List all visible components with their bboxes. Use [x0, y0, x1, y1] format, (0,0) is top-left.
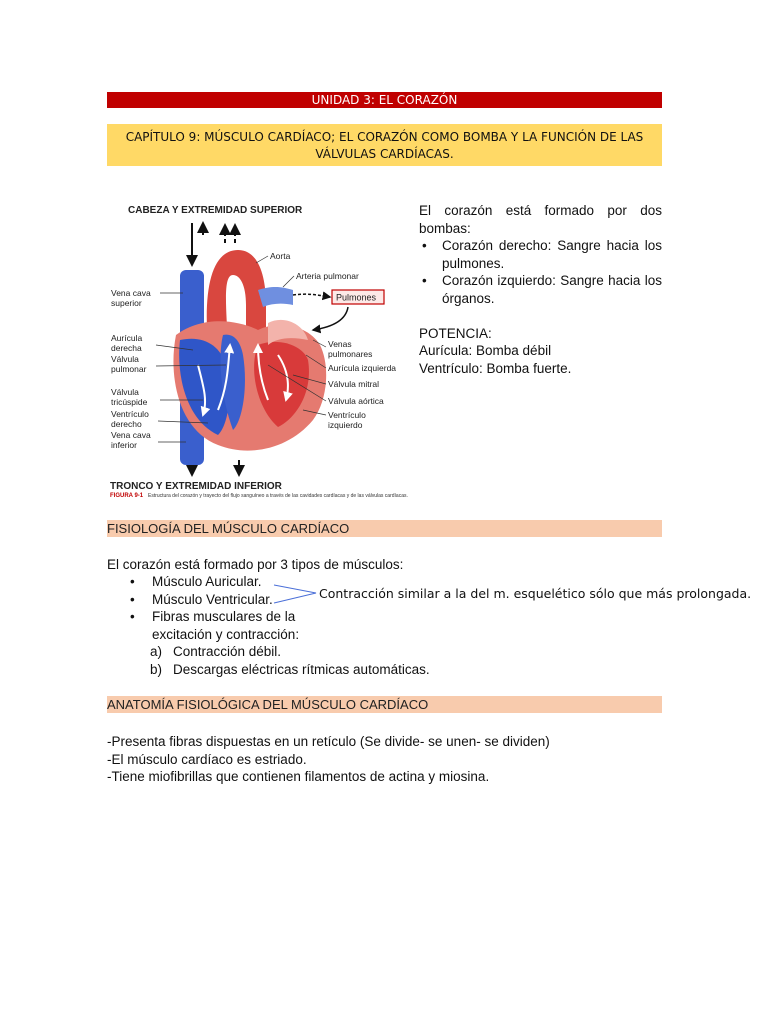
potencia-title: POTENCIA:	[419, 325, 492, 341]
callout-bracket	[272, 582, 318, 606]
label-vena-cava-sup-2: superior	[111, 298, 142, 308]
label-ventriculo-der-2: derecho	[111, 419, 142, 429]
list-item: a) Contracción débil.	[150, 644, 282, 659]
label-ventriculo-izq-1: Ventrículo	[328, 410, 366, 420]
chapter-title: CAPÍTULO 9: MÚSCULO CARDÍACO; EL CORAZÓN COMO BOMBA Y LA FUNCIÓN DE LAS VÁLVULAS CARDÍACAS.	[107, 124, 662, 166]
section1-sublist	[150, 643, 430, 678]
list-item: b) Descargas eléctricas rítmicas automáticas.	[150, 661, 430, 677]
potencia-line: Ventrículo: Bomba fuerte.	[419, 360, 572, 376]
fig-top-title: CABEZA Y EXTREMIDAD SUPERIOR	[128, 205, 303, 216]
heart-illustration	[108, 195, 408, 510]
label-ventriculo-der-1: Ventrículo	[111, 409, 149, 419]
section-title-anatomia: ANATOMÍA FISIOLÓGICA DEL MÚSCULO CARDÍACO	[107, 696, 662, 713]
intro-block	[419, 202, 662, 377]
label-aorta: Aorta	[270, 251, 291, 261]
text-line: -Tiene miofibrillas que contienen filamentos de actina y miosina.	[107, 769, 490, 784]
fig-caption-label: FIGURA 9-1	[110, 493, 144, 499]
intro-bullets	[419, 237, 662, 307]
label-auricula-der-2: derecha	[111, 343, 142, 353]
label-auricula-izq: Aurícula izquierda	[328, 363, 397, 373]
label-valvula-pul-1: Válvula	[111, 354, 139, 364]
callout-text: Contracción similar a la del m. esquelético sólo que más prolongada.	[319, 586, 752, 601]
text-line: -Presenta fibras dispuestas en un retículo (Se divide- se unen- se dividen)	[107, 734, 550, 749]
label-pulmones: Pulmones	[336, 292, 377, 303]
potencia-line: Aurícula: Bomba débil	[419, 343, 552, 358]
section1-lead: El corazón está formado por 3 tipos de músculos:	[107, 557, 404, 572]
label-auricula-der-1: Aurícula	[111, 333, 143, 343]
list-item: • Músculo Auricular.	[130, 573, 330, 591]
fig-caption-text: Estructura del corazón y trayecto del flujo sanguíneo a través de las cavidades cardíacas y de las válvulas cardíacas.	[148, 493, 408, 499]
label-vena-cava-inf-2: inferior	[111, 440, 137, 450]
section2-lines	[107, 733, 550, 786]
list-item: • Corazón derecho: Sangre hacia los pulmones.	[419, 237, 662, 272]
label-venas-pul-1: Venas	[328, 339, 352, 349]
label-valvula-pul-2: pulmonar	[111, 364, 147, 374]
label-valvula-aortica: Válvula aórtica	[328, 396, 384, 406]
label-vena-cava-sup-1: Vena cava	[111, 288, 151, 298]
list-item: • Fibras musculares de la excitación y contracción:	[130, 608, 330, 643]
label-vena-cava-inf-1: Vena cava	[111, 430, 151, 440]
intro-sentence: El corazón está formado por dos bombas:	[419, 203, 662, 236]
heart-diagram	[108, 195, 408, 510]
label-ventriculo-izq-2: izquierdo	[328, 420, 363, 430]
list-item: • Corazón izquierdo: Sangre hacia los órganos.	[419, 272, 662, 307]
text-line: -El músculo cardíaco es estriado.	[107, 751, 307, 767]
list-item: • Músculo Ventricular.	[130, 591, 330, 609]
label-arteria-pulmonar: Arteria pulmonar	[296, 271, 359, 281]
label-valvula-tric-2: tricúspide	[111, 397, 148, 407]
label-valvula-tric-1: Válvula	[111, 387, 139, 397]
section-title-fisiologia: FISIOLOGÍA DEL MÚSCULO CARDÍACO	[107, 520, 662, 537]
unit-title: UNIDAD 3: EL CORAZÓN	[107, 92, 662, 108]
fig-bottom-title: TRONCO Y EXTREMIDAD INFERIOR	[110, 481, 282, 492]
label-venas-pul-2: pulmonares	[328, 349, 373, 359]
label-valvula-mitral: Válvula mitral	[328, 379, 380, 389]
